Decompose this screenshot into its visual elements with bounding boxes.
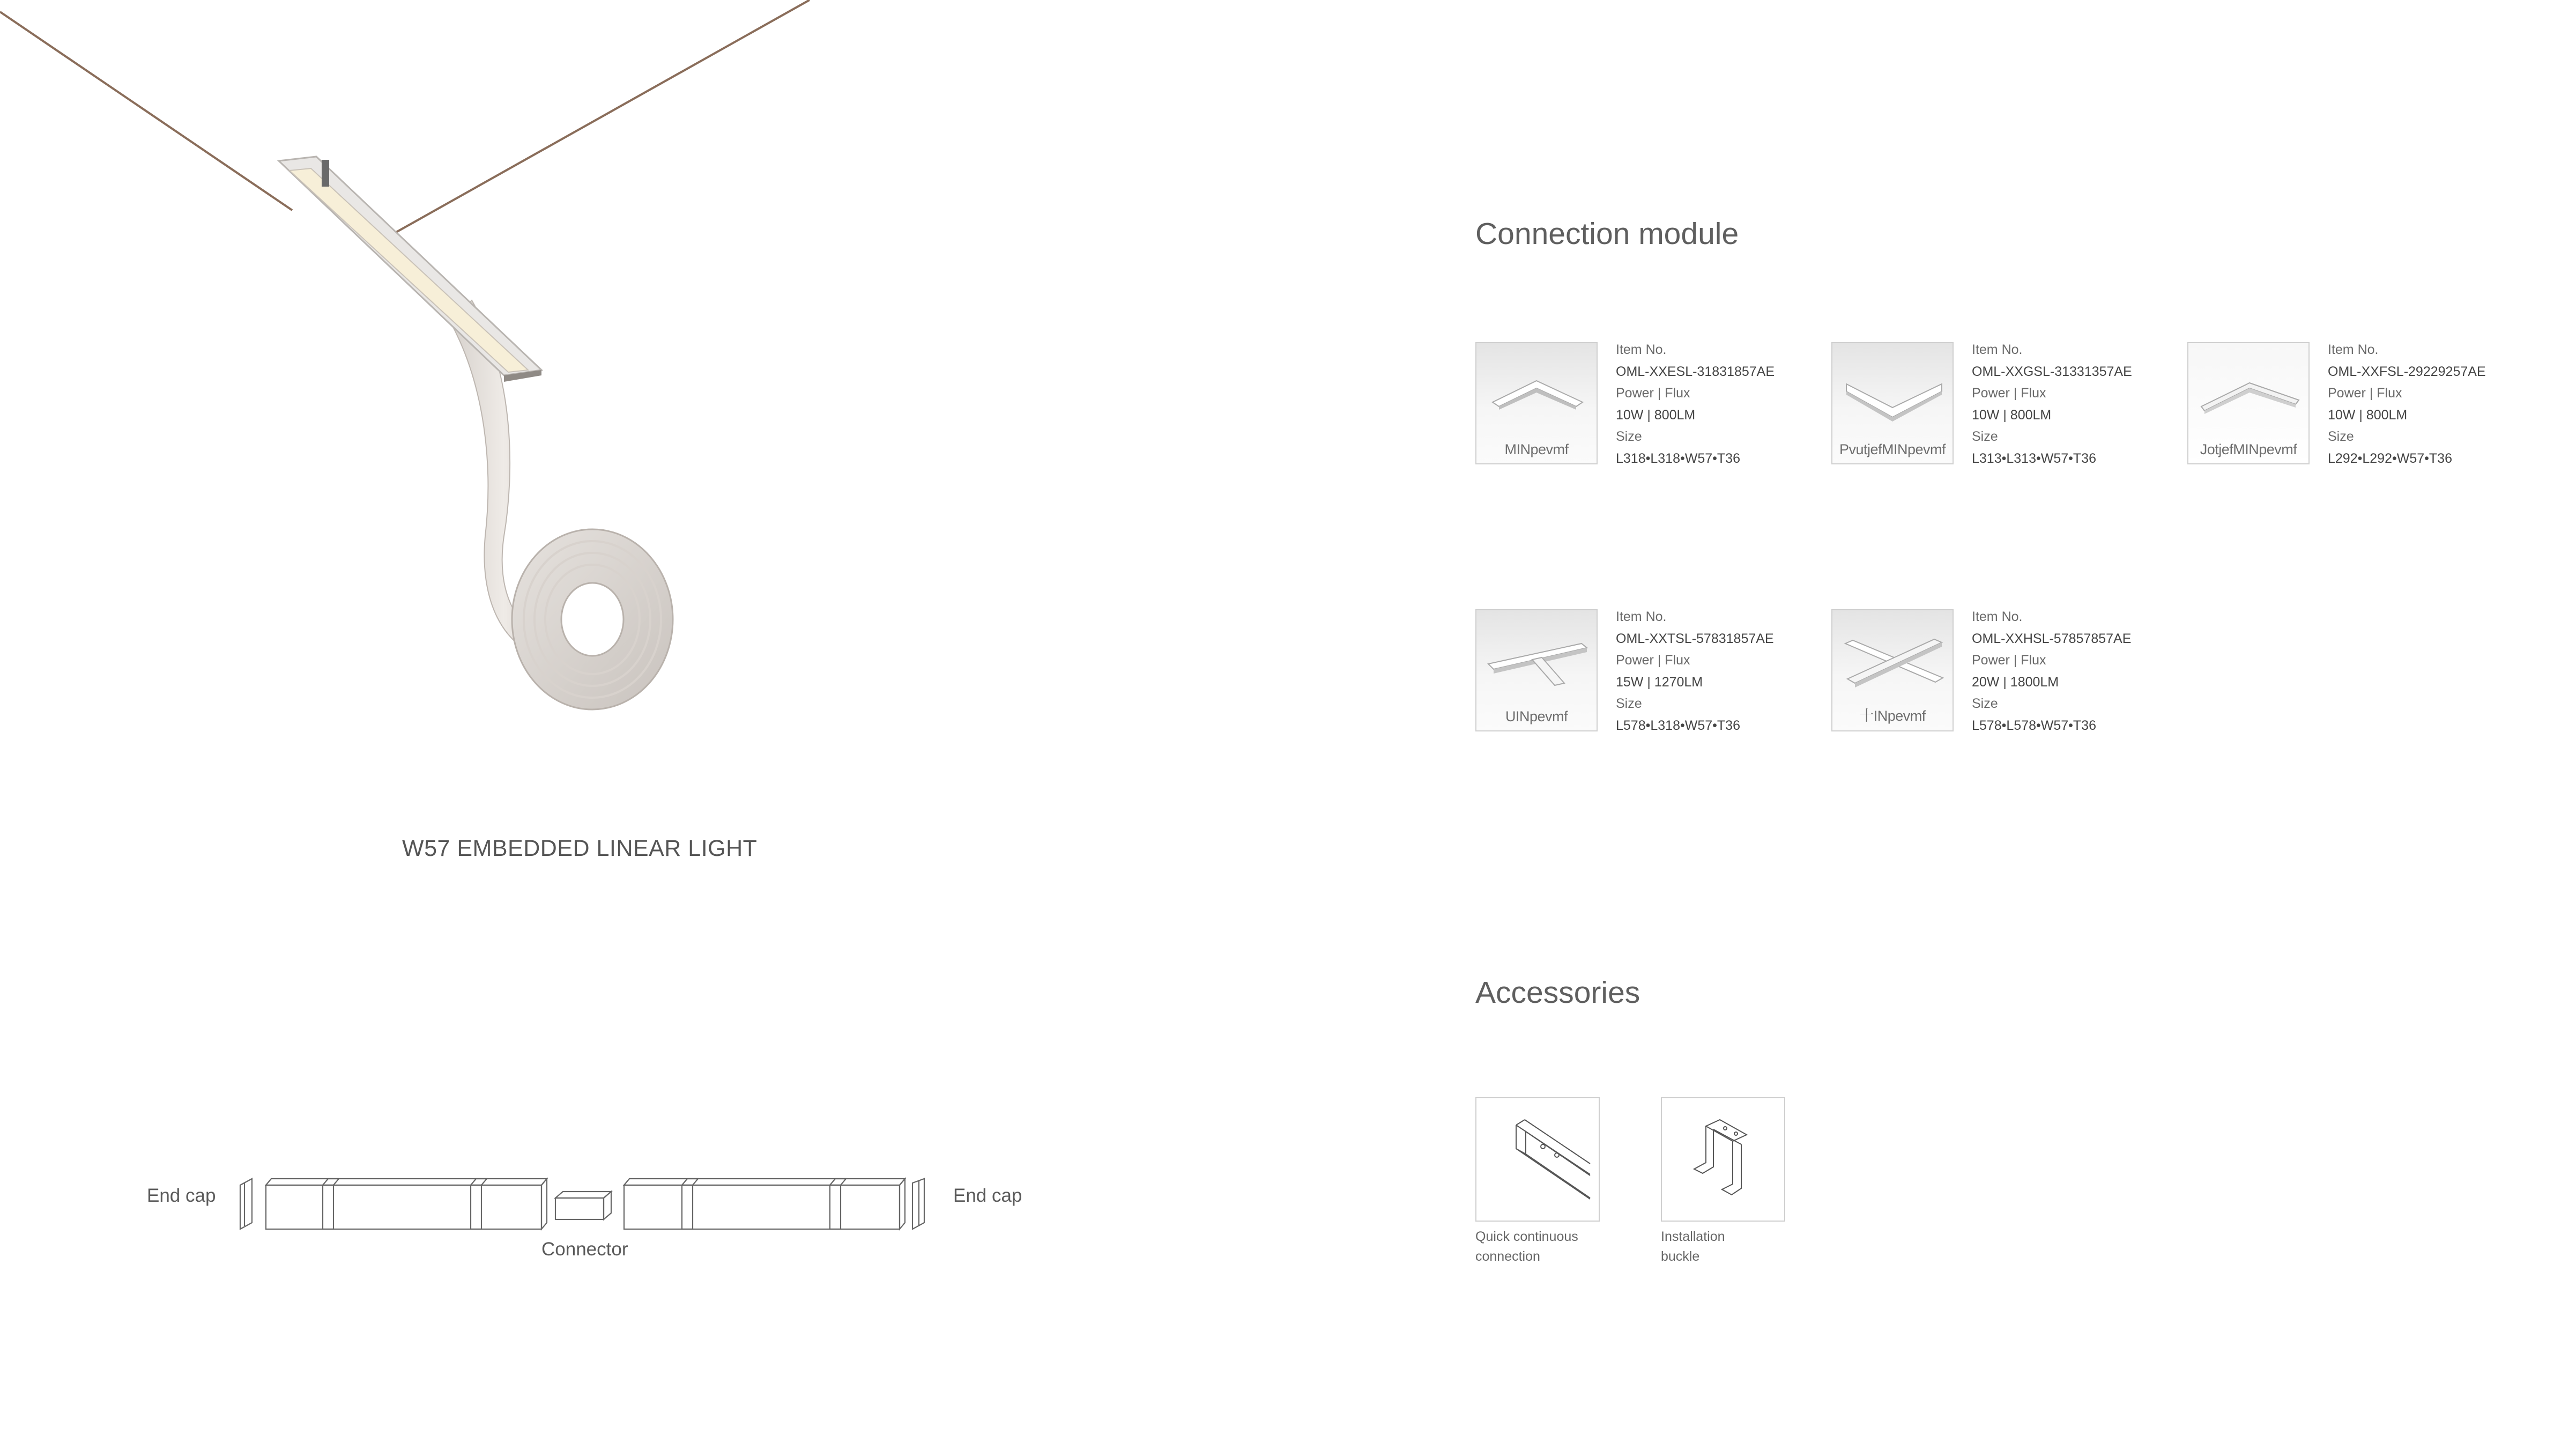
profile-left [266,1179,547,1229]
end-cap-right [912,1179,924,1229]
item-no-label: Item No. [1972,342,2023,357]
accessory-thumbnail [1475,1097,1600,1222]
module-thumb-label: MINpevmf [1504,441,1569,457]
item-no-label: Item No. [1616,342,1667,357]
power-flux-label: Power | Flux [1616,653,1690,668]
power-flux-label: Power | Flux [2328,386,2402,401]
module-thumbnail [1831,342,1954,464]
size-value: L578•L578•W57•T36 [1972,718,2096,733]
size-value: L578•L318•W57•T36 [1616,718,1740,733]
accessory-installation-buckle [1661,1097,1785,1267]
module-thumb-label: 十INpevmf [1859,708,1926,724]
installation-buckle-icon [1662,1098,1784,1221]
item-no-value: OML-XXHSL-57857857AE [1972,631,2132,646]
module-thumbnail [2187,342,2310,464]
size-label: Size [1972,429,1998,444]
accessory-quick-connection [1475,1097,1600,1267]
product-illustration [0,0,815,740]
size-label: Size [1972,696,1998,711]
size-value: L318•L318•W57•T36 [1616,450,1740,466]
quick-connector-icon [1476,1098,1599,1221]
accessory-caption-line2: connection [1475,1249,1540,1264]
power-flux-value: 20W | 1800LM [1972,674,2059,690]
power-flux-value: 10W | 800LM [1616,407,1696,423]
assembly-diagram [231,1169,944,1239]
profile-right [624,1179,905,1229]
module-thumb-label: PvutjefMINpevmf [1839,441,1946,457]
power-flux-label: Power | Flux [1972,386,2046,401]
item-no-value: OML-XXGSL-31331357AE [1972,364,2132,379]
module-specs [1972,606,2131,736]
connector-label: Connector [541,1239,628,1260]
size-label: Size [1616,429,1642,444]
item-no-label: Item No. [1616,609,1667,624]
accessory-thumbnail [1661,1097,1785,1222]
module-thumb-label: UINpevmf [1505,708,1568,724]
module-specs [1616,606,1774,736]
accessory-caption-line1: Quick continuous [1475,1229,1578,1244]
module-specs [1616,339,1775,469]
power-flux-label: Power | Flux [1616,386,1690,401]
end-cap-label-right: End cap [953,1185,1022,1206]
item-no-value: OML-XXESL-31831857AE [1616,364,1775,379]
product-title: W57 EMBEDDED LINEAR LIGHT [402,835,758,861]
profile-connector [555,1192,611,1219]
module-thumbnail [1475,342,1598,464]
item-no-value: OML-XXFSL-29229257AE [2328,364,2486,379]
suspension-wire-right [391,0,810,235]
module-card-x-shape [1831,609,2174,738]
module-thumbnail [1475,609,1598,731]
end-cap-label-left: End cap [147,1185,216,1206]
size-label: Size [1616,696,1642,711]
connection-module-title: Connection module [1475,217,1739,251]
size-value: L292•L292•W57•T36 [2328,450,2452,466]
accessory-caption-line2: buckle [1661,1249,1700,1264]
module-card-l-shape [1475,342,1818,471]
accessories-title: Accessories [1475,975,1640,1010]
power-flux-value: 10W | 800LM [1972,407,2052,423]
power-flux-value: 15W | 1270LM [1616,674,1703,690]
end-cap-left [240,1179,252,1229]
item-no-value: OML-XXTSL-57831857AE [1616,631,1774,646]
module-thumb-label: JotjefMINpevmf [2200,441,2297,457]
module-card-v-inside [2187,342,2530,471]
size-label: Size [2328,429,2354,444]
accessory-caption-line1: Installation [1661,1229,1725,1244]
power-flux-value: 10W | 800LM [2328,407,2408,423]
power-flux-label: Power | Flux [1972,653,2046,668]
module-card-v-outside [1831,342,2174,471]
module-specs [2328,339,2486,469]
size-value: L313•L313•W57•T36 [1972,450,2096,466]
module-thumbnail [1831,609,1954,731]
module-specs [1972,339,2132,469]
item-no-label: Item No. [2328,342,2379,357]
module-card-t-shape [1475,609,1818,738]
item-no-label: Item No. [1972,609,2023,624]
suspension-wire-left [0,12,292,210]
